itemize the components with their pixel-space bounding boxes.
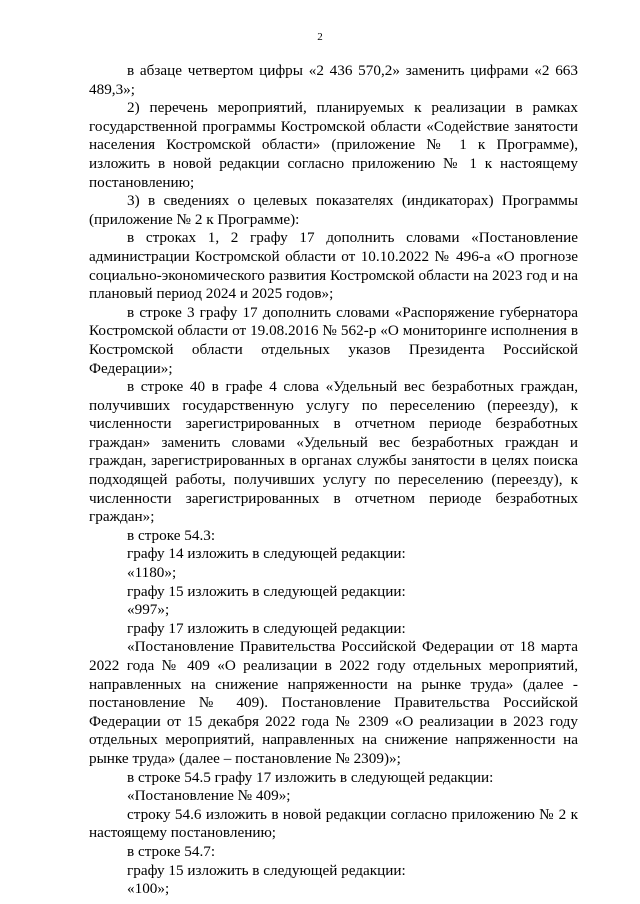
document-body (89, 62, 578, 899)
paragraph: 3) в сведениях о целевых показателях (индикаторах) Программы (приложение № 2 к Программе): (89, 192, 578, 228)
paragraph: графу 17 изложить в следующей редакции: (127, 619, 406, 637)
paragraph: 2) перечень мероприятий, планируемых к реализации в рамках государственной программы Костромской области «Содействие занятости населения Костромской области» (приложение № 1 к Программе), изложить в новой редакции согласно приложению № 1 к настоящему постановлению; (89, 99, 578, 191)
paragraph: в строке 54.5 графу 17 изложить в следующей редакции: (127, 768, 494, 786)
paragraph: «100»; (127, 880, 170, 898)
paragraph: графу 15 изложить в следующей редакции: (127, 582, 406, 600)
paragraph: в строках 1, 2 графу 17 дополнить словами «Постановление администрации Костромской области от 10.10.2022 № 496-а «О прогнозе социально-экономического развития Костромской области на 2023 год и на плановый период 2024 и 2025 годов»; (89, 229, 578, 303)
paragraph: «1180»; (127, 564, 177, 582)
paragraph: графу 14 изложить в следующей редакции: (127, 545, 406, 563)
paragraph: «Постановление № 409»; (127, 787, 291, 805)
paragraph: в строке 3 графу 17 дополнить словами «Распоряжение губернатора Костромской области от 19.08.2016 № 562-р «О мониторинге исполнения в Костромской области отдельных указов Президента Российской Федерации»; (89, 303, 578, 377)
page-number: 2 (317, 31, 323, 43)
paragraph: «997»; (127, 601, 170, 619)
paragraph: в строке 54.7: (127, 842, 216, 860)
paragraph: в строке 40 в графе 4 слова «Удельный вес безработных граждан, получивших государственную услугу по переселению (переезду), к численности зарегистрированных в отчетном периоде безработных граждан» заменить словами «Удельный вес безработных граждан и граждан, зарегистрированных в органах службы занятости в целях поиска подходящей работы, получивших услугу по переселению (переезду), к численности зарегистрированных в отчетном периоде безработных граждан»; (89, 378, 578, 526)
paragraph: в абзаце четвертом цифры «2 436 570,2» заменить цифрами «2 663 489,3»; (89, 62, 578, 98)
paragraph: строку 54.6 изложить в новой редакции согласно приложению № 2 к настоящему постановлению; (89, 805, 578, 842)
paragraph: графу 15 изложить в следующей редакции: (127, 861, 406, 879)
paragraph: «Постановление Правительства Российской Федерации от 18 марта 2022 года № 409 «О реализации в 2022 году отдельных мероприятий, направленных на снижение напряженности на рынке труда» (далее - постановление № 409). Постановление Правительства Российской Федерации от 15 декабря 2022 года № 2309 «О реализации в 2023 году отдельных мероприятий, направленных на снижение напряженности на рынке труда» (далее – постановление № 2309)»; (89, 638, 578, 767)
paragraph: в строке 54.3: (127, 526, 216, 544)
